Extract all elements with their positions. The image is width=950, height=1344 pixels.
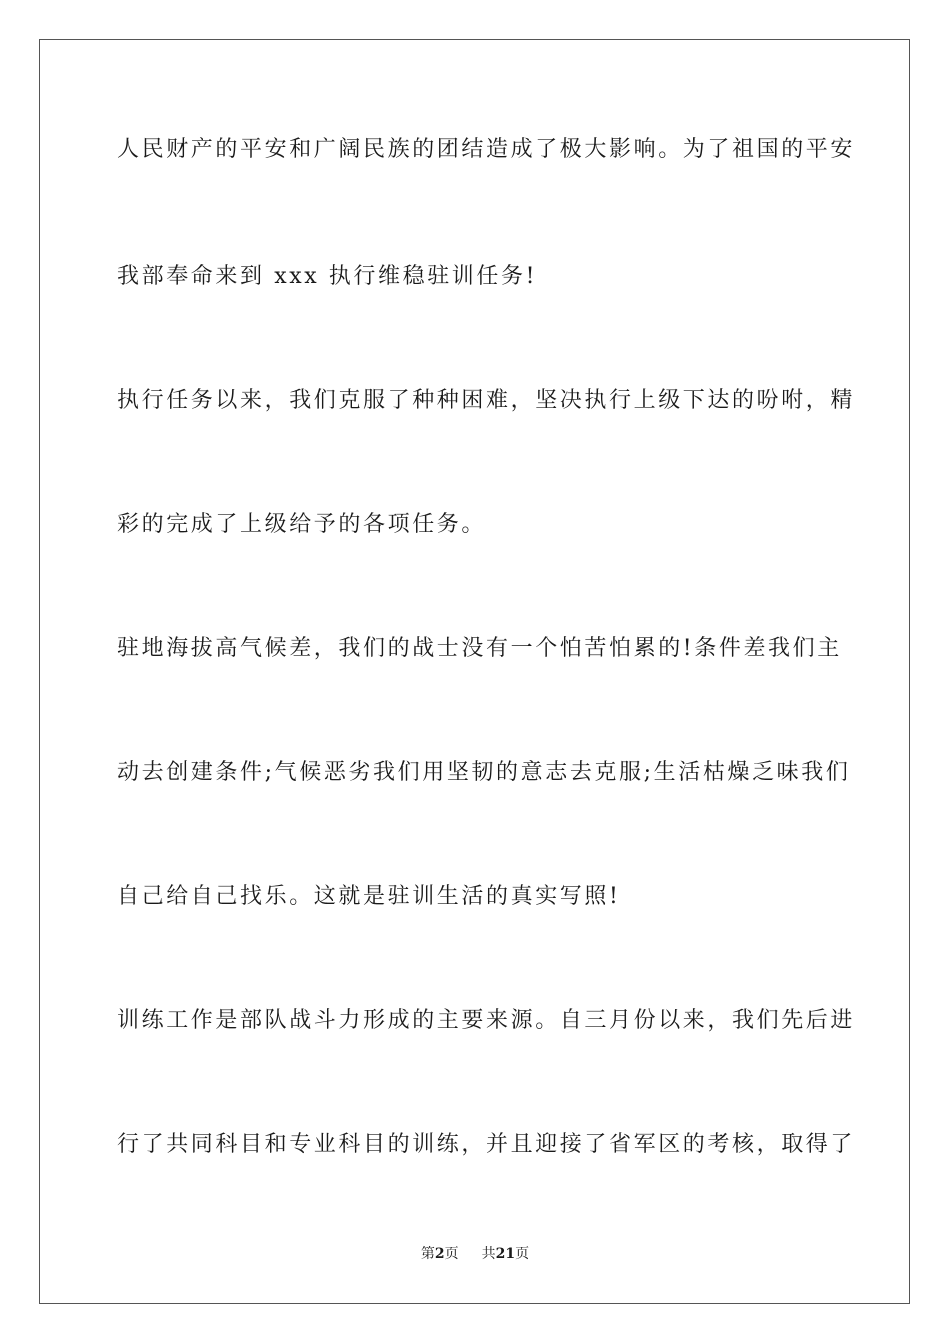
body-text-line: 执行任务以来，我们克服了种种困难，坚决执行上级下达的吩咐，精 — [117, 388, 856, 413]
page-number: 2 — [434, 1246, 445, 1262]
page-border — [39, 39, 910, 1304]
body-text-line: 行了共同科目和专业科目的训练，并且迎接了省军区的考核，取得了 — [117, 1132, 856, 1157]
body-text-line: 我部奉命来到 xxx 执行维稳驻训任务! — [117, 264, 538, 289]
total-pages: 21 — [495, 1246, 516, 1262]
page-footer — [0, 1244, 950, 1264]
body-text-line: 自己给自己找乐。这就是驻训生活的真实写照! — [117, 884, 621, 909]
body-text-line: 驻地海拔高气候差，我们的战士没有一个怕苦怕累的!条件差我们主 — [117, 636, 842, 661]
body-text-line: 彩的完成了上级给予的各项任务。 — [117, 512, 487, 537]
body-text-line: 训练工作是部队战斗力形成的主要来源。自三月份以来，我们先后进 — [117, 1008, 856, 1033]
total-suffix: 页 — [515, 1246, 530, 1262]
total-prefix: 共 — [481, 1246, 496, 1262]
page-prefix: 第 — [420, 1246, 435, 1262]
body-text-line: 动去创建条件;气候恶劣我们用坚韧的意志去克服;生活枯燥乏味我们 — [117, 760, 851, 785]
page-suffix: 页 — [444, 1246, 459, 1262]
body-text-line: 人民财产的平安和广阔民族的团结造成了极大影响。为了祖国的平安 — [117, 137, 856, 162]
